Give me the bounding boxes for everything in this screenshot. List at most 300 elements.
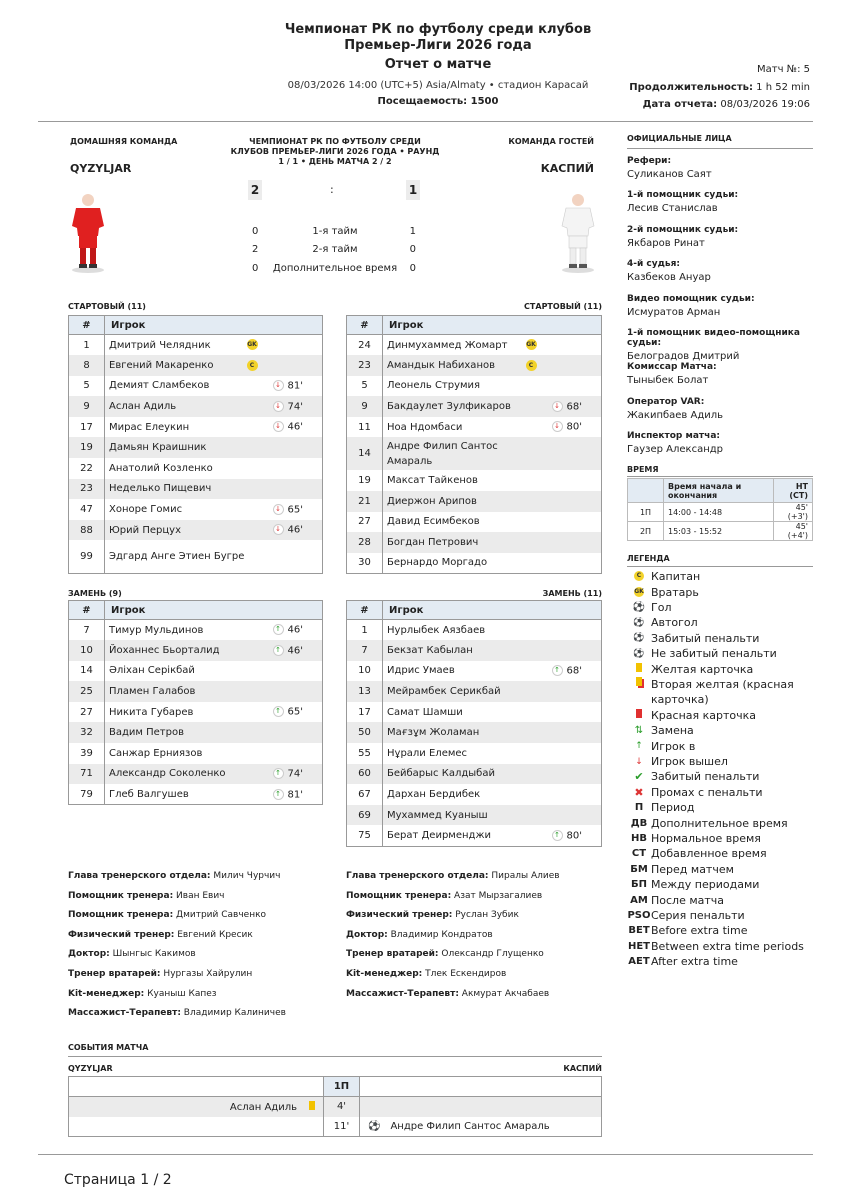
player-event: [273, 681, 323, 702]
official-role: 1-й помощник судьи:: [627, 190, 739, 201]
player-name: Демият Сламбеков: [109, 380, 210, 392]
player-name: Диержон Арипов: [383, 491, 526, 512]
official-name: Якбаров Ринат: [627, 237, 705, 249]
player-number: 28: [347, 532, 383, 553]
sub-minute: 46': [287, 624, 303, 636]
time-col-ht: HT (CT): [773, 479, 812, 503]
player-badge: [526, 532, 552, 553]
match-duration: Продолжительность: 1 h 52 min: [629, 82, 810, 93]
time-col-period: [628, 479, 664, 503]
player-badge: [247, 764, 273, 785]
player-row: [69, 784, 323, 805]
player-event: [552, 784, 602, 805]
player-event: [273, 702, 323, 723]
legend-text: Между периодами: [651, 878, 760, 892]
shootout-scored-icon: ✔: [634, 770, 644, 784]
player-event: [273, 437, 323, 458]
player-badge: [526, 376, 552, 397]
legend-abbr: СТ: [631, 848, 647, 860]
player-row: [69, 722, 323, 743]
player-number: 9: [347, 396, 383, 417]
player-number: 27: [347, 512, 383, 533]
player-name: Идрис Умаев: [387, 665, 455, 677]
player-row: [69, 458, 323, 479]
player-out-icon: ↓: [273, 421, 284, 432]
col-number: #: [69, 316, 105, 335]
player-event: [273, 520, 323, 541]
player-badge: [247, 437, 273, 458]
page-number: Страница 1 / 2: [64, 1172, 172, 1188]
player-row: [69, 640, 323, 661]
player-row: [347, 396, 602, 417]
substitution-icon: ⇅: [634, 725, 644, 737]
sub-minute: 80': [566, 421, 582, 433]
player-row: [347, 722, 602, 743]
official-item: [627, 328, 817, 361]
attendance: Посещаемость: 1500: [377, 96, 499, 107]
goal-icon: ⚽: [368, 1120, 381, 1132]
away-kit-icon: [558, 192, 598, 278]
player-name: Бакдаулет Зулфикаров: [383, 396, 526, 417]
time-row: [628, 503, 813, 522]
player-out-icon: ↓: [552, 401, 563, 412]
shootout-missed-icon: ✖: [634, 785, 644, 799]
player-badge: [247, 540, 273, 573]
legend-item: [627, 677, 817, 708]
player-number: 19: [69, 437, 105, 458]
legend-item: [627, 923, 817, 938]
official-name: Лесив Станислав: [627, 203, 718, 215]
player-badge: [247, 376, 273, 397]
player-name: Мейрамбек Серикбай: [383, 681, 526, 702]
player-row: [347, 702, 602, 723]
col-player: Игрок: [105, 601, 323, 620]
player-event: [273, 620, 323, 641]
player-in-icon: ↑: [273, 768, 284, 779]
staff-role: Помощник тренера:: [346, 890, 452, 901]
staff-item: [346, 891, 616, 911]
player-badge: [247, 479, 273, 500]
event-home-player: Аслан Адиль: [229, 1101, 297, 1113]
player-name: Мухаммед Куаныш: [383, 805, 526, 826]
staff-item: [68, 969, 338, 989]
player-number: 22: [69, 458, 105, 479]
period-away-score: 1: [409, 225, 416, 237]
player-number: 55: [347, 743, 383, 764]
player-event: [273, 417, 323, 438]
col-number: #: [69, 601, 105, 620]
time-table: [627, 478, 813, 541]
legend-text: Не забитый пенальти: [651, 647, 777, 661]
player-out-icon: ↓: [273, 504, 284, 515]
staff-role: Помощник тренера:: [68, 890, 174, 901]
player-event: [273, 396, 323, 417]
player-badge: [247, 702, 273, 723]
player-name: Богдан Петрович: [383, 532, 526, 553]
events-caption: СОБЫТИЯ МАТЧА: [68, 1043, 149, 1052]
events-away-team: КАСПИЙ: [563, 1064, 602, 1073]
match-info: 08/03/2026 14:00 (UTC+5) Asia/Almaty • стадион Карасай: [287, 80, 589, 91]
staff-role: Физический тренер:: [68, 929, 175, 940]
events-header: [69, 1077, 602, 1097]
player-name: Самат Шамши: [387, 706, 463, 718]
staff-role: Массажист-Терапевт:: [346, 988, 459, 999]
legend-text: Дополнительное время: [651, 816, 788, 830]
player-out-icon: ↓: [635, 756, 643, 767]
period-home-score: 2: [252, 244, 259, 256]
player-badge: [526, 620, 552, 641]
player-event: [273, 640, 323, 661]
legend-item: [627, 831, 817, 846]
home-team-name: QYZYLJAR: [70, 162, 132, 175]
official-name: Исмуратов Арман: [627, 306, 721, 318]
events-home-col: [69, 1077, 324, 1097]
goalkeeper-icon: GK: [634, 587, 644, 595]
official-item: [627, 156, 817, 189]
player-number: 79: [69, 784, 105, 805]
period-label: Дополнительное время: [272, 262, 398, 274]
official-name: Белоградов Дмитрий: [627, 350, 740, 362]
legend-item: [627, 877, 817, 892]
legend-item: [627, 754, 817, 769]
period-row: [240, 241, 430, 260]
player-number: 21: [347, 491, 383, 512]
legend-text: Добавленное время: [651, 847, 767, 861]
period-home-score: 0: [252, 225, 259, 237]
away-staff: [346, 871, 616, 1008]
player-badge: [526, 825, 552, 846]
player-event: [552, 417, 602, 438]
match-number: Матч №: 5: [757, 64, 810, 75]
player-event: [552, 355, 602, 376]
player-row: [69, 764, 323, 785]
player-name: Анатолий Козленко: [109, 462, 213, 474]
player-badge: [247, 722, 273, 743]
score-separator: :: [330, 183, 334, 196]
event-minute: 11': [324, 1117, 360, 1137]
staff-role: Физический тренер:: [346, 910, 453, 921]
player-row: [347, 743, 602, 764]
time-row: [628, 522, 813, 541]
official-role: Комиссар Матча:: [627, 362, 717, 373]
official-item: [627, 259, 817, 292]
player-number: 7: [69, 620, 105, 641]
legend-item: [627, 661, 817, 676]
player-out-icon: ↓: [273, 401, 284, 412]
penalty-scored-icon: ⚽: [633, 633, 645, 644]
away-subs-caption: ЗАМЕНЬ (11): [542, 589, 602, 598]
col-player: Игрок: [383, 316, 602, 335]
away-score: 1: [406, 180, 420, 200]
player-number: 11: [347, 417, 383, 438]
player-number: 88: [69, 520, 105, 541]
player-event: [552, 825, 602, 846]
table-header: [69, 316, 323, 335]
staff-item: [68, 930, 338, 950]
captain-icon: C: [526, 360, 537, 371]
player-row: [347, 784, 602, 805]
legend-item: [627, 708, 817, 723]
period-row: [240, 222, 430, 241]
legend-item: [627, 584, 817, 599]
player-badge: [526, 491, 552, 512]
player-number: 75: [347, 825, 383, 846]
col-player: Игрок: [383, 601, 602, 620]
player-name: Йоханнес Бьорталид: [105, 640, 247, 661]
player-badge: [526, 640, 552, 661]
staff-role: Массажист-Терапевт:: [68, 1008, 181, 1019]
table-header: [347, 316, 602, 335]
player-number: 10: [347, 661, 383, 682]
competition-caption: ЧЕМПИОНАТ РК ПО ФУТБОЛУ СРЕДИ КЛУБОВ ПРЕМЬЕР-ЛИГИ 2026 ГОДА • РАУНД 1 / 1 • ДЕНЬ МАТЧА 2 / 2: [230, 137, 440, 166]
player-row: [347, 512, 602, 533]
staff-name: Шынгыс Какимов: [112, 949, 196, 960]
player-number: 5: [69, 376, 105, 397]
legend-abbr: ДВ: [630, 817, 648, 829]
sub-minute: 81': [287, 380, 303, 392]
staff-role: Глава тренерского отдела:: [68, 871, 211, 881]
legend-text: Забитый пенальти: [651, 631, 760, 645]
player-event: [552, 376, 602, 397]
player-row: [69, 499, 323, 520]
player-badge: [247, 784, 273, 805]
player-name: Неделько Пищевич: [105, 479, 247, 500]
player-row: [347, 417, 602, 438]
player-row: [69, 620, 323, 641]
home-starting-table: [68, 315, 323, 574]
player-event: [273, 540, 323, 573]
player-badge: [247, 417, 273, 438]
player-number: 39: [69, 743, 105, 764]
goalkeeper-icon: GK: [526, 341, 536, 349]
player-row: [347, 825, 602, 846]
report-title-competition: Чемпионат РК по футболу среди клубов: [284, 22, 592, 37]
home-starting-caption: СТАРТОВЫЙ (11): [68, 302, 146, 311]
legend-text: Игрок в: [651, 739, 696, 753]
player-row: [69, 661, 323, 682]
player-row: [347, 532, 602, 553]
player-number: 10: [69, 640, 105, 661]
player-name: Дмитрий Челядник: [109, 339, 211, 351]
sub-minute: 65': [287, 504, 303, 516]
player-number: 1: [347, 620, 383, 641]
player-row: [69, 396, 323, 417]
time-range: 14:00 - 14:48: [664, 503, 774, 522]
legend-item: [627, 908, 817, 923]
player-name: Леонель Струмия: [387, 380, 481, 392]
player-event: [552, 532, 602, 553]
official-item: [627, 397, 817, 430]
player-badge: [526, 764, 552, 785]
player-badge: [526, 512, 552, 533]
staff-item: [346, 910, 616, 930]
event-minute: 4': [324, 1097, 360, 1117]
second-yellow-icon: [627, 677, 651, 689]
legend-item: [627, 862, 817, 877]
player-number: 17: [347, 702, 383, 723]
player-badge: [526, 335, 552, 356]
player-row: [69, 437, 323, 458]
staff-name: Акмурат Акчабаев: [461, 988, 550, 999]
legend-item: [627, 800, 817, 815]
captain-icon: C: [627, 571, 651, 582]
player-event: [552, 620, 602, 641]
player-badge: [526, 396, 552, 417]
player-name: Хоноре Гомис: [109, 504, 183, 516]
official-item: [627, 294, 817, 327]
sub-minute: 46': [287, 421, 303, 433]
player-row: [69, 479, 323, 500]
player-number: 19: [347, 470, 383, 491]
staff-role: Тренер вратарей:: [68, 968, 161, 979]
away-team-name: КАСПИЙ: [540, 162, 594, 175]
player-number: 71: [69, 764, 105, 785]
legend-item: [627, 846, 817, 861]
player-name: Ноа Ндомбаси: [387, 421, 463, 433]
player-number: 47: [69, 499, 105, 520]
event-away-player: Андре Филип Сантос Амараль: [390, 1120, 550, 1132]
legend-item: [627, 615, 817, 630]
time-caption: ВРЕМЯ: [627, 465, 659, 474]
player-badge: [247, 499, 273, 520]
player-row: [347, 335, 602, 356]
yellow-card-icon: [309, 1102, 315, 1113]
officials-caption: ОФИЦИАЛЬНЫЕ ЛИЦА: [627, 134, 732, 143]
staff-role: Помощник тренера:: [68, 910, 174, 921]
col-number: #: [347, 316, 383, 335]
legend-text: Before extra time: [651, 924, 748, 938]
player-row: [69, 743, 323, 764]
legend-abbr: HET: [627, 940, 651, 952]
player-row: [347, 553, 602, 574]
away-starting-table: [346, 315, 602, 574]
goalkeeper-icon: GK: [247, 341, 257, 349]
legend-item: [627, 646, 817, 661]
sub-minute: 74': [287, 401, 303, 413]
player-row: [69, 540, 323, 573]
official-role: Рефери:: [627, 156, 672, 166]
player-row: [69, 702, 323, 723]
player-out-icon: ↓: [552, 421, 563, 432]
player-name: Давид Есимбеков: [387, 516, 480, 528]
player-name: Евгений Макаренко: [105, 355, 247, 376]
player-badge: [247, 640, 273, 661]
officials-list: [627, 155, 817, 465]
player-event: [273, 722, 323, 743]
legend-item: [627, 569, 817, 584]
legend-text: Автогол: [651, 616, 698, 630]
player-event: [273, 661, 323, 682]
home-team-caption: ДОМАШНЯЯ КОМАНДА: [70, 137, 178, 146]
staff-name: Милич Чурчич: [213, 871, 281, 881]
player-event: [552, 702, 602, 723]
legend-text: Промах с пенальти: [651, 785, 763, 799]
player-badge: [526, 722, 552, 743]
player-row: [347, 764, 602, 785]
events-period: 1П: [324, 1077, 360, 1097]
player-row: [347, 470, 602, 491]
legend-text: After extra time: [651, 955, 738, 969]
player-row: [69, 355, 323, 376]
player-number: 8: [69, 355, 105, 376]
player-in-icon: ↑: [273, 645, 284, 656]
legend-text: Желтая карточка: [651, 662, 754, 676]
staff-item: [68, 891, 338, 911]
player-event: [273, 458, 323, 479]
player-name: Тимур Мульдинов: [109, 624, 204, 636]
staff-item: [68, 949, 338, 969]
player-name: Андре Филип Сантос Амараль: [383, 437, 526, 470]
player-row: [69, 335, 323, 356]
player-in-icon: ↑: [635, 741, 643, 752]
legend-abbr: PSO: [627, 910, 651, 921]
official-item: [627, 431, 817, 464]
staff-name: Тлек Ескендиров: [425, 968, 507, 979]
legend-abbr: AET: [628, 956, 650, 968]
time-header: [628, 479, 813, 503]
player-event: [273, 479, 323, 500]
events-away-col: [360, 1077, 602, 1097]
time-ht: 45' (+4'): [773, 522, 812, 541]
sub-minute: 81': [287, 789, 303, 801]
player-name: Нұрали Елемес: [387, 747, 468, 759]
penalty-missed-icon: ⚽: [633, 648, 645, 659]
home-subs-table: [68, 600, 323, 805]
legend-item: [627, 954, 817, 969]
period-row: [240, 259, 430, 278]
player-name: Мағзұм Жоламан: [383, 722, 526, 743]
sub-minute: 46': [287, 645, 303, 657]
staff-name: Пиралы Алиев: [491, 871, 560, 881]
staff-item: [68, 871, 338, 891]
yellow-card-icon: [627, 663, 651, 675]
staff-item: [346, 871, 616, 891]
staff-item: [346, 969, 616, 989]
legend-text: Забитый пенальти: [651, 770, 760, 784]
red-card-icon: [627, 709, 651, 721]
staff-name: Владимир Калиничев: [183, 1008, 286, 1019]
player-row: [69, 376, 323, 397]
period-label: 1-я тайм: [312, 225, 358, 237]
legend-text: Вторая желтая (красная карточка): [651, 677, 794, 706]
staff-name: Руслан Зубик: [455, 910, 519, 921]
player-event: [552, 491, 602, 512]
legend-text: Капитан: [651, 570, 701, 584]
player-badge: [247, 620, 273, 641]
player-badge: [526, 355, 552, 376]
staff-item: [68, 989, 338, 1009]
official-name: Гаузер Александр: [627, 444, 723, 456]
player-badge: [247, 355, 273, 376]
player-row: [347, 376, 602, 397]
legend-item: [627, 892, 817, 907]
legend-item: [627, 815, 817, 830]
player-number: 7: [347, 640, 383, 661]
player-row: [347, 681, 602, 702]
player-row: [347, 491, 602, 512]
player-number: 14: [69, 661, 105, 682]
official-role: Оператор VAR:: [627, 396, 705, 407]
player-number: 60: [347, 764, 383, 785]
player-event: [552, 437, 602, 470]
player-in-icon: ↑: [552, 665, 563, 676]
legend-item: [627, 939, 817, 954]
legend-abbr: БМ: [630, 863, 648, 875]
period-scores: [240, 222, 430, 278]
table-header: [69, 601, 323, 620]
player-number: 24: [347, 335, 383, 356]
player-event: [552, 512, 602, 533]
